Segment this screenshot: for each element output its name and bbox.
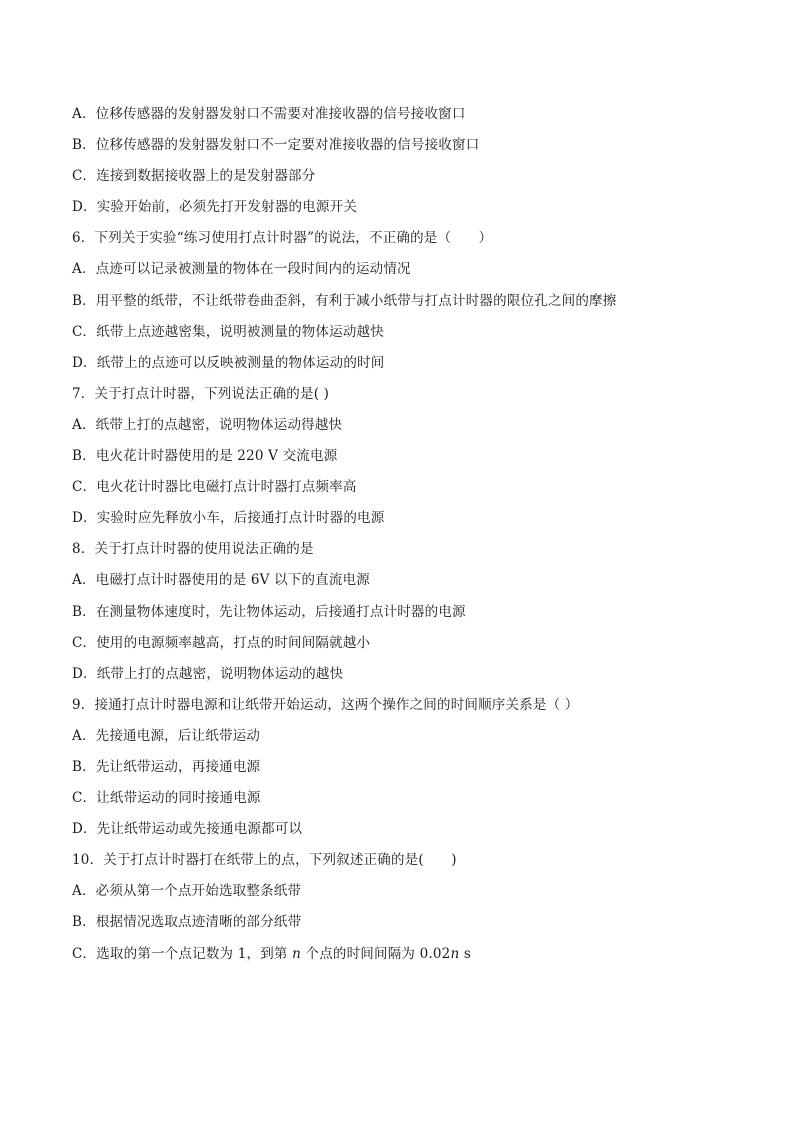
option-a-q6: A．点迹可以记录被测量的物体在一段时间内的运动情况 — [72, 261, 411, 278]
option-d-q8: D．纸带上打的点越密，说明物体运动的越快 — [72, 665, 344, 682]
option-a-q9: A．先接通电源，后让纸带运动 — [72, 727, 261, 744]
option-a-q5: A．位移传感器的发射器发射口不需要对准接收器的信号接收窗口 — [72, 106, 466, 122]
variable-n: n — [292, 945, 302, 962]
option-c-q10 — [72, 943, 732, 974]
option-a-q8: A．电磁打点计时器使用的是 6V 以下的直流电源 — [72, 572, 370, 589]
option-c-q8: C．使用的电源频率越高，打点的时间间隔就越小 — [72, 634, 371, 651]
question-9-stem: 9．接通打点计时器电源和让纸带开始运动，这两个操作之间的时间顺序关系是（ ） — [72, 696, 579, 713]
question-7-stem: 7．关于打点计时器，下列说法正确的是( ) — [72, 385, 330, 402]
question-8-stem: 8．关于打点计时器的使用说法正确的是 — [72, 541, 314, 558]
option-b-q5: B．位移传感器的发射器发射口不一定要对准接收器的信号接收窗口 — [72, 137, 480, 154]
option-c-q9: C．让纸带运动的同时接通电源 — [72, 790, 261, 807]
question-text — [72, 103, 732, 974]
option-b-q8: B．在测量物体速度时，先让物体运动，后接通打点计时器的电源 — [72, 603, 466, 620]
option-c-q10-suffix: s — [459, 945, 471, 962]
question-6-stem: 6．下列关于实验“练习使用打点计时器”的说法，不正确的是（ ） — [72, 230, 493, 247]
option-c-q7: C．电火花计时器比电磁打点计时器打点频率高 — [72, 479, 357, 496]
option-d-q7: D．实验时应先释放小车，后接通打点计时器的电源 — [72, 510, 385, 527]
option-c-q5: C．连接到数据接收器上的是发射器部分 — [72, 168, 316, 185]
option-d-q9: D．先让纸带运动或先接通电源都可以 — [72, 821, 303, 838]
variable-n: n — [450, 945, 460, 962]
option-b-q6: B．用平整的纸带，不让纸带卷曲歪斜，有利于减小纸带与打点计时器的限位孔之间的摩擦 — [72, 292, 617, 309]
option-b-q9: B．先让纸带运动，再接通电源 — [72, 758, 261, 775]
option-d-q6: D．纸带上的点迹可以反映被测量的物体运动的时间 — [72, 354, 385, 371]
option-c-q10-middle: 个点的时间间隔为 0.02 — [301, 945, 451, 962]
option-a-q7: A．纸带上打的点越密，说明物体运动得越快 — [72, 416, 343, 433]
option-b-q10: B．根据情况选取点迹清晰的部分纸带 — [72, 914, 302, 931]
option-d-q5: D．实验开始前，必须先打开发射器的电源开关 — [72, 199, 358, 216]
question-10-stem: 10．关于打点计时器打在纸带上的点，下列叙述正确的是( ) — [72, 852, 457, 869]
option-c-q6: C．纸带上点迹越密集，说明被测量的物体运动越快 — [72, 323, 384, 340]
option-c-q10-prefix: C．选取的第一个点记数为 1，到第 — [72, 945, 293, 962]
option-a-q10: A．必须从第一个点开始选取整条纸带 — [72, 883, 302, 900]
option-b-q7: B．电火花计时器使用的是 220 V 交流电源 — [72, 448, 338, 465]
